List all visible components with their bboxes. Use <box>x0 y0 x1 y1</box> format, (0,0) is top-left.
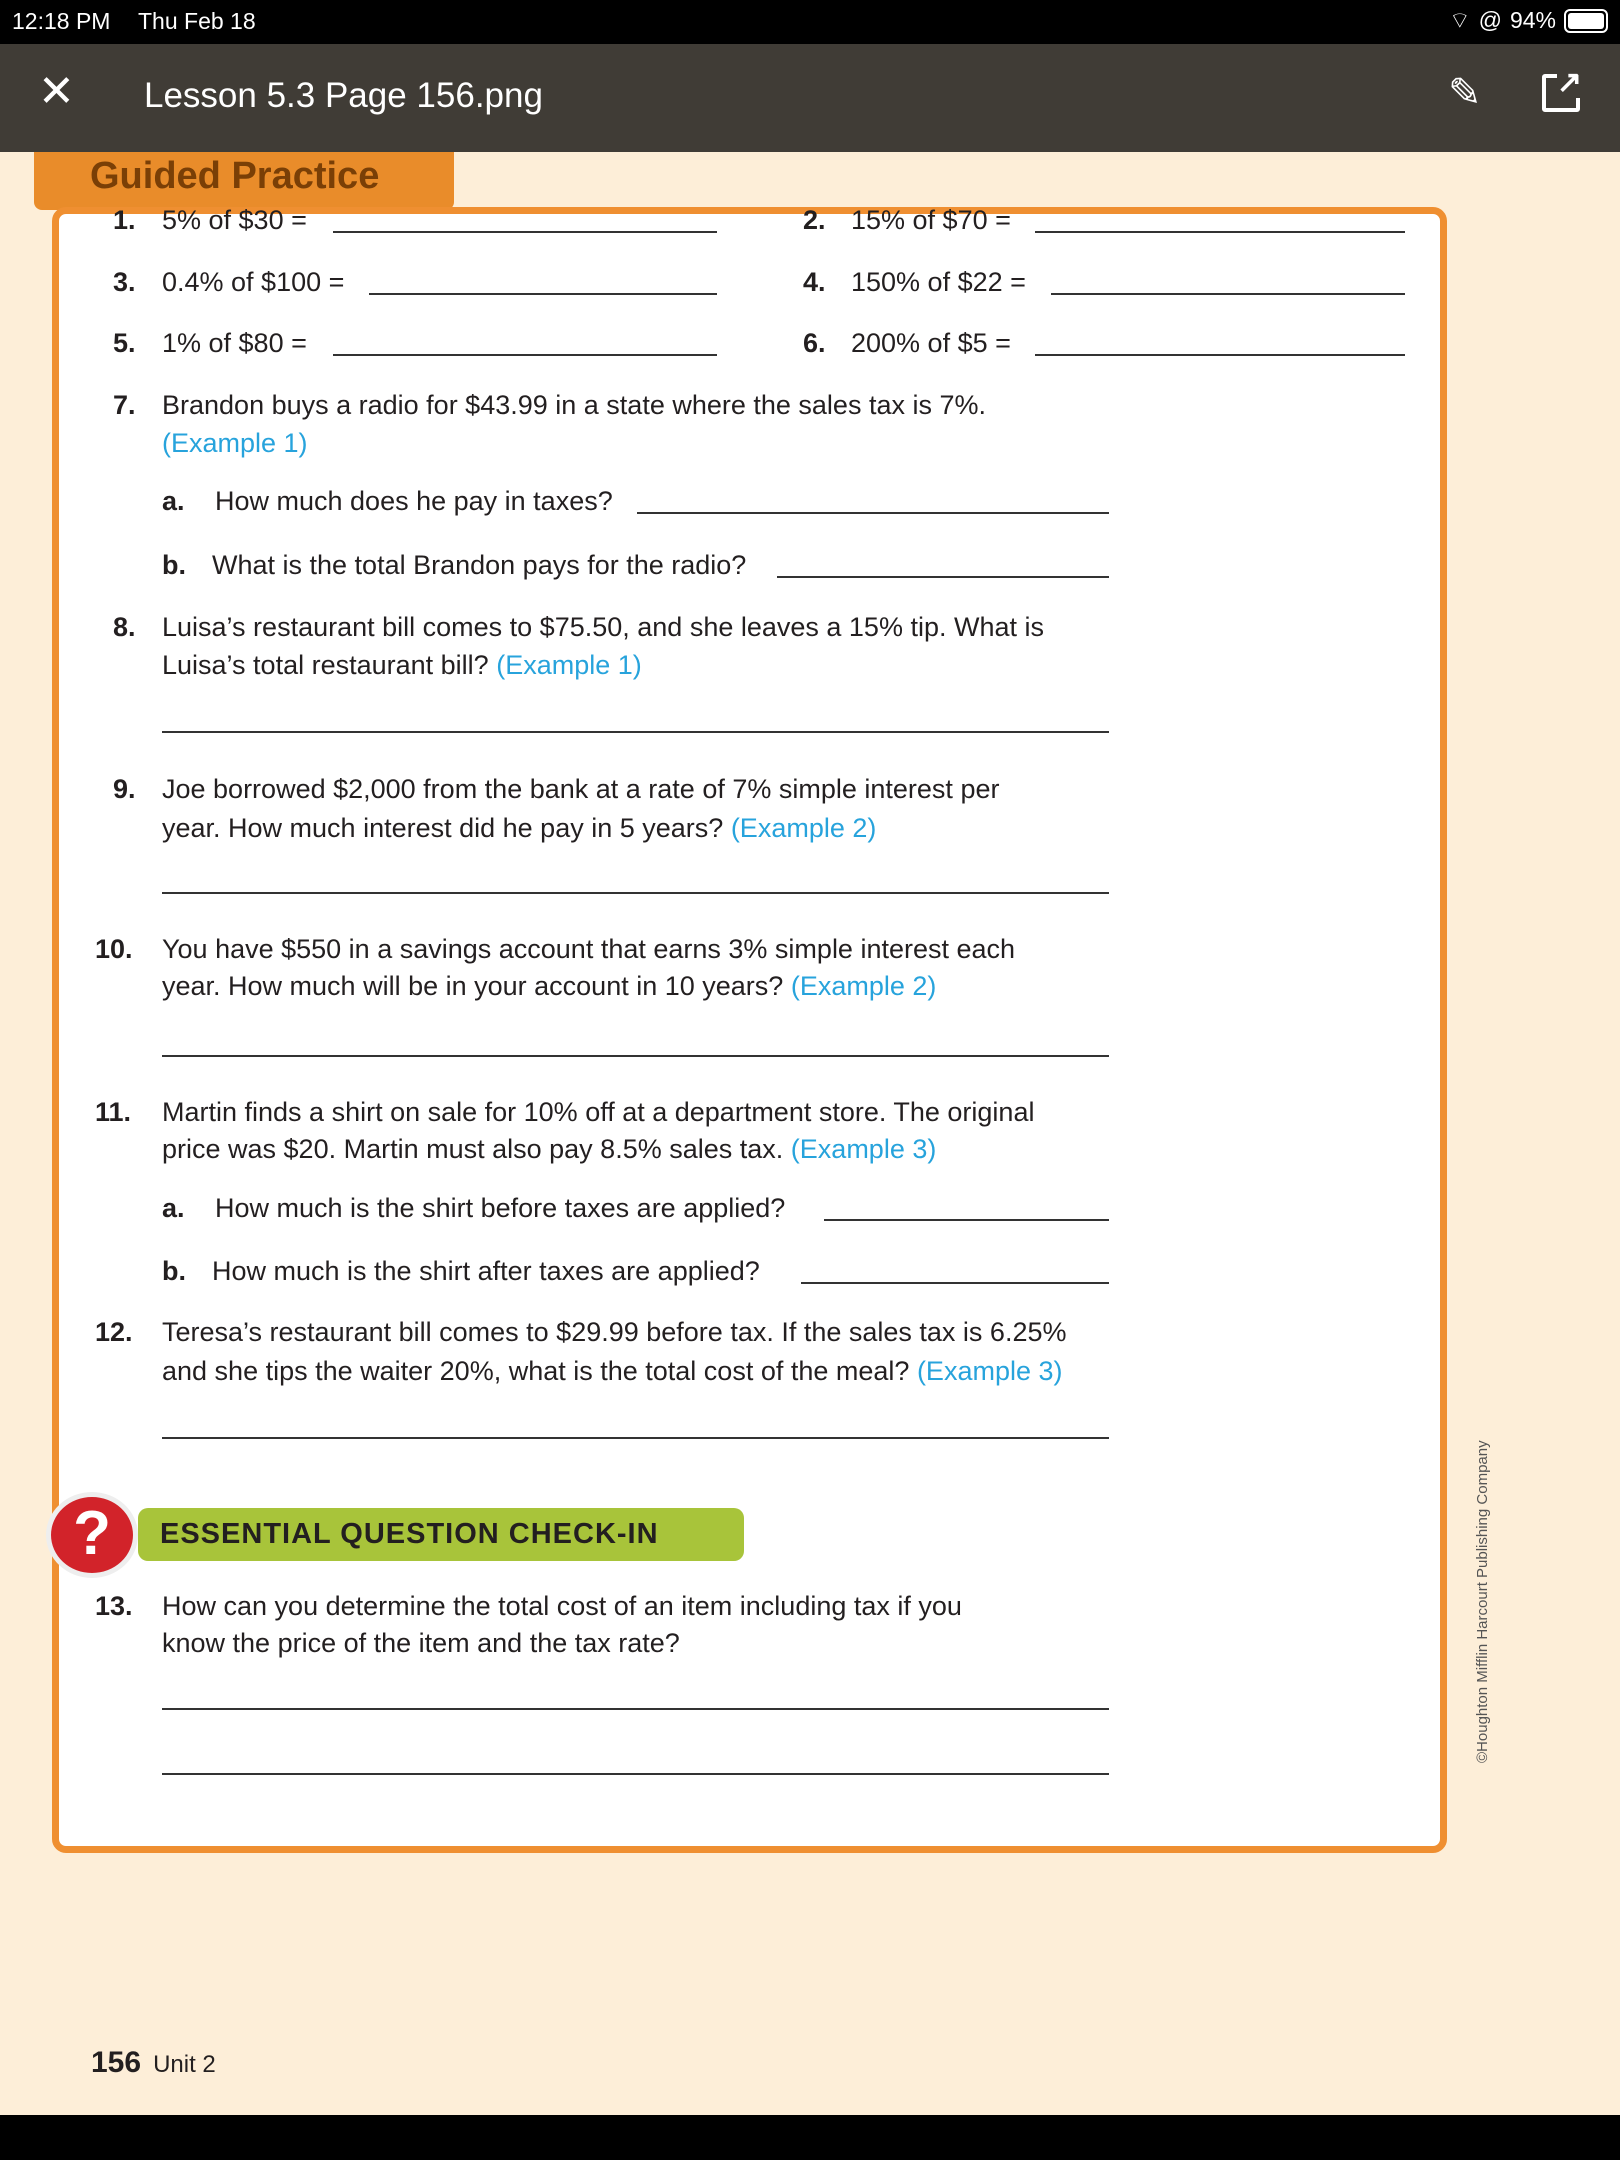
answer-line[interactable] <box>162 731 1109 733</box>
problem-text: Teresa’s restaurant bill comes to $29.99 before tax. If the sales tax is 6.25% <box>162 1317 1067 1347</box>
problem-text-line: Luisa’s total restaurant bill? <box>162 650 489 680</box>
practice-card <box>52 207 1447 1853</box>
part-text: How much does he pay in taxes? <box>215 486 613 516</box>
answer-line[interactable] <box>162 1055 1109 1057</box>
part-text: What is the total Brandon pays for the radio? <box>212 550 747 580</box>
page-footer <box>91 2046 216 2080</box>
answer-line[interactable] <box>801 1282 1109 1284</box>
example-link[interactable]: (Example 2) <box>790 971 937 1001</box>
answer-line[interactable] <box>824 1219 1109 1221</box>
part-label: b. <box>162 1256 186 1286</box>
bottom-bar <box>0 2115 1620 2160</box>
wifi-icon: ⌔ <box>1448 7 1471 33</box>
problem-number: 12. <box>95 1317 133 1347</box>
answer-line[interactable] <box>162 1773 1109 1775</box>
problem-number: 13. <box>95 1591 133 1621</box>
problem-text-line: year. How much will be in your account in 10 years? <box>162 971 784 1001</box>
problem-number: 11. <box>95 1097 132 1127</box>
problem-text: 0.4% of $100 = <box>162 267 345 297</box>
part-text: How much is the shirt after taxes are applied? <box>212 1256 760 1286</box>
answer-line[interactable] <box>1035 354 1405 356</box>
battery-percent: 94% <box>1509 7 1556 33</box>
problem-text: You have $550 in a savings account that earns 3% simple interest each <box>162 934 1016 964</box>
problem-number: 7. <box>113 390 136 420</box>
problem-number: 4. <box>803 267 826 297</box>
problem-text: 15% of $70 = <box>851 205 1011 235</box>
answer-line[interactable] <box>162 1437 1109 1439</box>
problem-text <box>162 1134 936 1165</box>
viewer-toolbar <box>0 44 1620 152</box>
problem-text: know the price of the item and the tax rate? <box>162 1628 680 1658</box>
status-date: Thu Feb 18 <box>138 8 256 34</box>
file-title: Lesson 5.3 Page 156.png <box>144 76 543 115</box>
copyright-notice: ©Houghton Mifflin Harcourt Publishing Company <box>1474 1440 1491 1763</box>
answer-line[interactable] <box>637 512 1109 514</box>
problem-text <box>162 1356 1062 1387</box>
battery-icon <box>1564 9 1608 33</box>
problem-number: 10. <box>95 934 133 964</box>
example-link[interactable]: (Example 1) <box>496 650 642 680</box>
part-text: How much is the shirt before taxes are applied? <box>215 1193 786 1223</box>
part-label: a. <box>162 486 185 516</box>
answer-line[interactable] <box>369 293 717 295</box>
problem-number: 2. <box>803 205 826 235</box>
page-number: 156 <box>91 2046 142 2079</box>
problem-text <box>162 650 642 681</box>
example-link[interactable]: (Example 2) <box>730 813 877 843</box>
answer-line[interactable] <box>162 1708 1109 1710</box>
open-external-icon[interactable]: ↗ <box>1542 74 1580 112</box>
problem-text <box>162 813 876 844</box>
example-link[interactable]: (Example 1) <box>162 428 308 458</box>
problem-number: 6. <box>803 328 826 358</box>
answer-line[interactable] <box>1035 231 1405 233</box>
orientation-lock-icon: @ <box>1478 7 1502 33</box>
problem-number: 3. <box>113 267 136 297</box>
problem-text: How can you determine the total cost of an item including tax if you <box>162 1591 962 1621</box>
problem-text: 200% of $5 = <box>851 328 1011 358</box>
unit-label: Unit 2 <box>153 2051 216 2078</box>
problem-number: 5. <box>113 328 136 358</box>
part-label: b. <box>162 550 186 580</box>
close-icon[interactable]: ✕ <box>38 67 75 116</box>
problem-text-line: and she tips the waiter 20%, what is the total cost of the meal? <box>162 1356 910 1386</box>
problem-number: 9. <box>113 774 136 804</box>
answer-line[interactable] <box>777 576 1109 578</box>
status-icons <box>1449 6 1608 35</box>
problem-text: Luisa’s restaurant bill comes to $75.50, and she leaves a 15% tip. What is <box>162 612 1044 642</box>
part-label: a. <box>162 1193 185 1223</box>
problem-text: Joe borrowed $2,000 from the bank at a rate of 7% simple interest per <box>162 774 1000 804</box>
answer-line[interactable] <box>162 892 1109 894</box>
banner-title: ESSENTIAL QUESTION CHECK-IN <box>160 1518 659 1550</box>
question-mark-icon: ? <box>46 1492 138 1578</box>
problem-text: 1% of $80 = <box>162 328 307 358</box>
problem-text-line: year. How much interest did he pay in 5 years? <box>162 813 724 843</box>
answer-line[interactable] <box>333 354 717 356</box>
problem-text: 5% of $30 = <box>162 205 307 235</box>
status-bar <box>0 0 1620 44</box>
example-link[interactable]: (Example 3) <box>790 1134 937 1164</box>
example-link[interactable]: (Example 3) <box>916 1356 1063 1386</box>
problem-number: 8. <box>113 612 136 642</box>
section-title: Guided Practice <box>90 155 380 197</box>
problem-number: 1. <box>113 205 136 235</box>
problem-text: Martin finds a shirt on sale for 10% off at a department store. The original <box>162 1097 1035 1127</box>
problem-text <box>162 971 936 1002</box>
status-time: 12:18 PM <box>12 8 111 34</box>
problem-text-line: price was $20. Martin must also pay 8.5% sales tax. <box>162 1134 784 1164</box>
problem-text: Brandon buys a radio for $43.99 in a state where the sales tax is 7%. <box>162 390 986 420</box>
pencil-icon[interactable]: ✎ <box>1448 71 1482 115</box>
answer-line[interactable] <box>333 231 717 233</box>
problem-text: 150% of $22 = <box>851 267 1026 297</box>
essential-question-banner <box>138 1508 744 1561</box>
answer-line[interactable] <box>1051 293 1405 295</box>
